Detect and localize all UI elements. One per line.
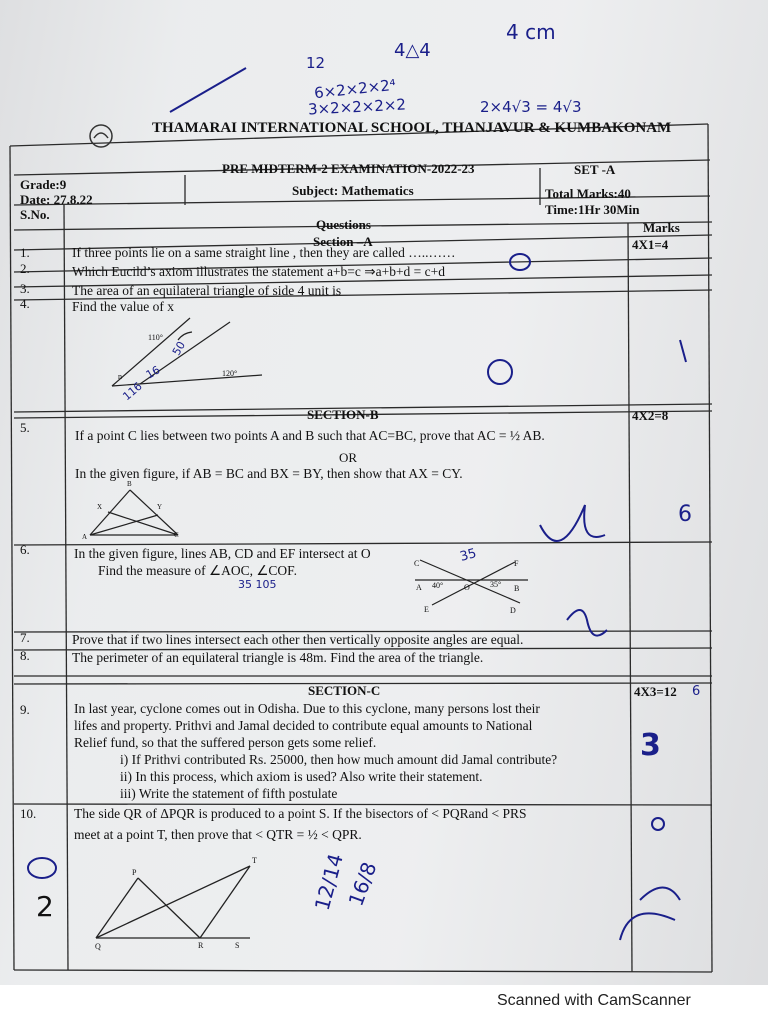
grade: Grade:9	[20, 177, 67, 192]
exam-set: SET -A	[574, 162, 616, 177]
hw-score-b: 6	[678, 502, 692, 527]
hw-bottom-frac: 16/8	[343, 858, 382, 910]
q10-line1: The side QR of ΔPQR is produced to a point S. If the bisectors of < PQRand < PRS	[74, 806, 527, 821]
q6-subtext: Find the measure of ∠AOC, ∠COF.	[98, 563, 297, 578]
exam-date: Date: 27.8.22	[20, 192, 93, 207]
hw-4cm: 4 cm	[506, 20, 556, 44]
q5-label-a: A	[82, 533, 88, 541]
q2-number: 2.	[20, 261, 30, 276]
hw-fig-16: 16	[143, 363, 163, 382]
section-c-title: SECTION-C	[308, 683, 381, 698]
q9-line2: lifes and property. Prithvi and Jamal decided to contribute equal amounts to National	[74, 718, 533, 733]
q6-label-d: D	[510, 606, 516, 615]
exam-time: Time:1Hr 30Min	[545, 202, 640, 217]
hw-calc1: 6×2×2×2⁴	[313, 75, 397, 103]
hw-fig-50: 50	[169, 339, 189, 358]
sno-header: S.No.	[20, 207, 50, 222]
q10-label-q: Q	[95, 942, 101, 951]
q5-label-c: C	[174, 531, 179, 539]
q4-label-110: 110°	[148, 333, 163, 342]
q3-text: The area of an equilateral triangle of side 4 unit is	[72, 283, 342, 298]
section-c-marks: 4X3=12	[634, 684, 677, 699]
q10-label-s: S	[235, 941, 240, 950]
q9-line3: Relief fund, so that the suffered person gets some relief.	[74, 735, 377, 750]
q6-label-f: F	[514, 559, 519, 568]
q5-label-y: Y	[157, 503, 163, 511]
q9-sub-iii: iii) Write the statement of fifth postulate	[120, 786, 338, 801]
q9-sub-i: i) If Prithvi contributed Rs. 25000, then how much amount did Jamal contribute?	[120, 752, 558, 767]
exam-title: PRE MIDTERM-2 EXAMINATION-2022-23	[222, 161, 475, 176]
q6-text: In the given figure, lines AB, CD and EF intersect at O	[74, 546, 371, 561]
q3-number: 3.	[20, 281, 30, 296]
q6-label-b: B	[514, 584, 520, 593]
section-b-title: SECTION-B	[307, 407, 379, 422]
q5-or: OR	[339, 450, 358, 465]
hw-calc3: 2×4√3 = 4√3	[480, 98, 582, 116]
camscanner-watermark: Scanned with CamScanner	[497, 992, 691, 1009]
hw-12: 12	[306, 54, 326, 72]
section-b-marks: 4X2=8	[632, 408, 669, 423]
q6-label-a: A	[416, 583, 422, 592]
q10-label-r: R	[198, 941, 204, 950]
q9-line1: In last year, cyclone comes out in Odisha. Due to this cyclone, many persons lost their	[74, 701, 540, 716]
hw-score-q9: 3	[640, 728, 661, 763]
hw-score-c: 6	[692, 684, 701, 699]
q10-label-p: P	[132, 868, 137, 877]
q1-text: If three points lie on a same straight line , then they are called …..……	[72, 245, 456, 260]
q9-number: 9.	[20, 702, 30, 717]
q7-text: Prove that if two lines intersect each other then vertically opposite angles are equal.	[72, 632, 524, 647]
q6-label-e: E	[424, 605, 429, 614]
q9-sub-ii: ii) In this process, which axiom is used? Also write their statement.	[120, 769, 483, 784]
subject: Subject: Mathematics	[292, 183, 414, 198]
marks-header: Marks	[643, 220, 680, 235]
q6-label-40: 40°	[432, 581, 444, 590]
q6-number: 6.	[20, 542, 30, 557]
school-name: THAMARAI INTERNATIONAL SCHOOL, THANJAVUR & KUMBAKONAM	[152, 120, 672, 136]
hw-q6-answers: 35 105	[238, 578, 277, 591]
hw-calc2: 3×2×2×2×2	[307, 95, 407, 119]
q6-label-35: 35°	[490, 580, 502, 589]
hw-fig-116: 116	[120, 379, 145, 404]
hw-bottom-2: 2	[36, 890, 54, 923]
q5-label-x: X	[97, 503, 103, 511]
q5-text: If a point C lies between two points A and B such that AC=BC, prove that AC = ½ AB.	[75, 428, 545, 443]
q7-number: 7.	[20, 630, 30, 645]
q2-text: Which Eucild’s axiom illustrates the statement a+b=c ⇒a+b+d = c+d	[72, 264, 446, 279]
q8-text: The perimeter of an equilateral triangle is 48m. Find the area of the triangle.	[72, 650, 484, 665]
q5-label-b: B	[127, 480, 132, 488]
questions-header: Questions	[316, 217, 371, 232]
q5-alt-text: In the given figure, if AB = BC and BX = BY, then show that AX = CY.	[75, 466, 463, 481]
q5-number: 5.	[20, 420, 30, 435]
q8-number: 8.	[20, 648, 30, 663]
total-marks: Total Marks:40	[545, 186, 631, 201]
hw-bottom-12: 12/14	[309, 851, 348, 913]
section-a-title: Section –A	[313, 234, 373, 249]
section-a-marks: 4X1=4	[632, 237, 669, 252]
q10-line2: meet at a point T, then prove that < QTR = ½ < QPR.	[74, 827, 362, 842]
q4-label-120: 120°	[222, 369, 238, 378]
q4-label-n: n	[118, 372, 122, 381]
q1-number: 1.	[20, 245, 30, 260]
q6-label-c: C	[414, 559, 420, 568]
q4-number: 4.	[20, 296, 30, 311]
q10-number: 10.	[20, 806, 37, 821]
q4-text: Find the value of x	[72, 299, 174, 314]
q6-label-o: O	[464, 583, 470, 592]
q10-label-t: T	[252, 856, 257, 865]
hw-triangle: 4△4	[394, 40, 431, 61]
hw-q5-angle: 35	[458, 546, 479, 565]
